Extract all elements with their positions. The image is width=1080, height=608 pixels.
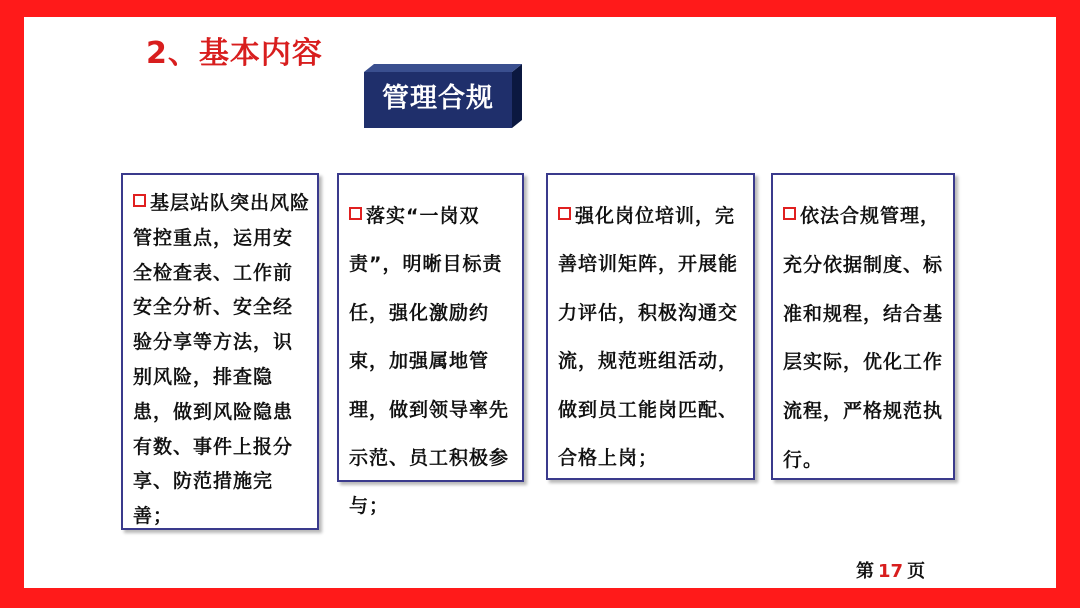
banner-title: 管理合规 (382, 83, 494, 114)
content-card-3 (546, 173, 755, 480)
slide-title: 2、基本内容 (146, 36, 323, 71)
page-suffix: 页 (907, 561, 926, 582)
content-card-1 (121, 173, 319, 530)
card-text: 依法合规管理，充分依据制度、标准和规程，结合基层实际，优化工作流程，严格规范执行。 (783, 205, 944, 471)
card-text: 强化岗位培训，完善培训矩阵，开展能力评估，积极沟通交流，规范班组活动，做到员工能岗匹配、合格上岗； (558, 205, 739, 470)
section-banner (364, 64, 522, 128)
card-text: 基层站队突出风险管控重点，运用安全检查表、工作前安全分析、安全经验分享等方法，识别风险，排查隐患，做到风险隐患有数、事件上报分享、防范措施完善； (133, 192, 311, 528)
card-text: 落实“一岗双责”，明晰目标责任，强化激励约束，加强属地管理，做到领导率先示范、员工积极参与； (349, 205, 510, 518)
square-bullet-icon (133, 194, 146, 207)
square-bullet-icon (349, 207, 362, 220)
square-bullet-icon (558, 207, 571, 220)
square-bullet-icon (783, 207, 796, 220)
content-card-4 (771, 173, 955, 480)
page-number-value: 17 (878, 561, 904, 582)
content-card-2 (337, 173, 524, 518)
page-prefix: 第 (856, 561, 874, 582)
page-number (856, 557, 925, 583)
